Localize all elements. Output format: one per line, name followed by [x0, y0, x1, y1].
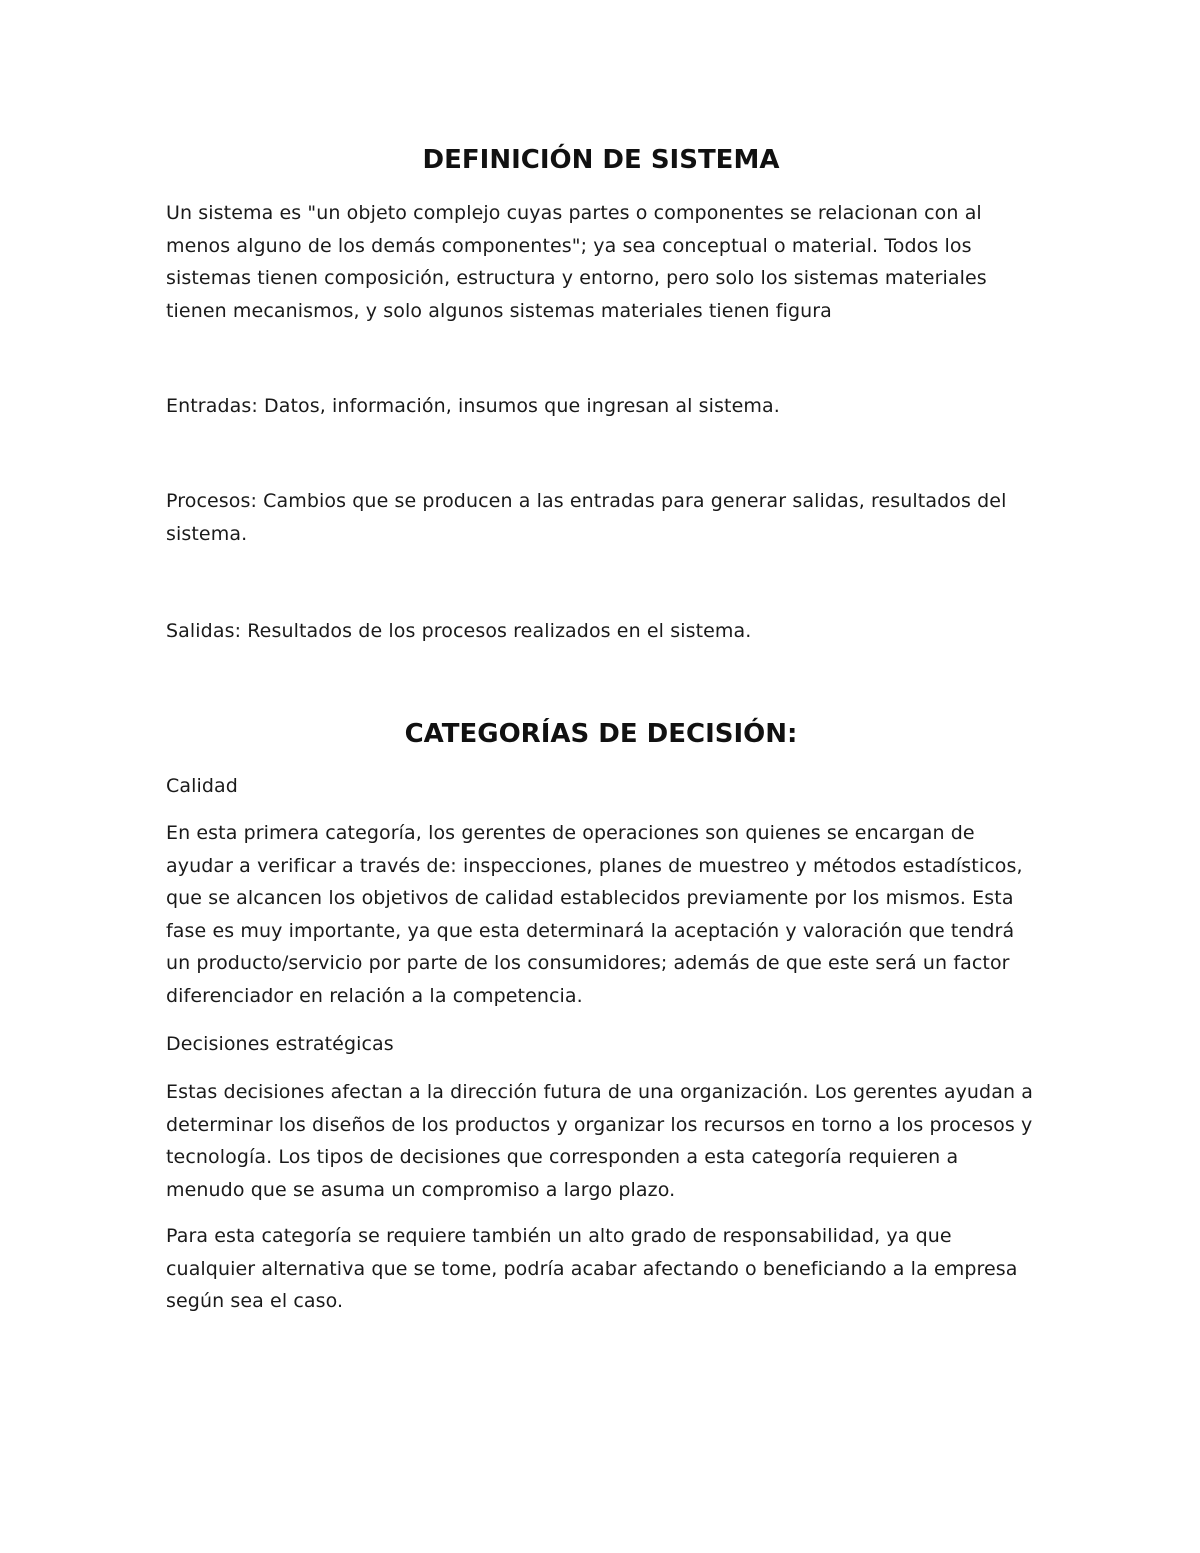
section-title-sistema: DEFINICIÓN DE SISTEMA	[422, 145, 780, 175]
calidad-paragraph: En esta primera categoría, los gerentes de operaciones son quienes se encargan de ayudar a verificar a través de: inspecciones, planes de muestreo y métodos estadísticos, que se alcancen los objetivos de calidad establecidos previamente por los mismos. Esta fase es muy importante, ya que esta determinará la aceptación y valoración que tendrá un producto/servicio por parte de los consumidores; además de que este será un factor diferenciador en relación a la competencia.	[166, 822, 1023, 1007]
entradas-paragraph: Entradas: Datos, información, insumos que ingresan al sistema.	[166, 395, 780, 417]
estrategicas-heading: Decisiones estratégicas	[166, 1033, 394, 1055]
section-title-categorias: CATEGORÍAS DE DECISIÓN:	[404, 719, 798, 749]
calidad-heading: Calidad	[166, 775, 238, 797]
definition-paragraph: Un sistema es "un objeto complejo cuyas partes o componentes se relacionan con al menos alguno de los demás componentes"; ya sea conceptual o material. Todos los sistemas tienen composición, estructura y entorno, pero solo los sistemas materiales tienen mecanismos, y solo algunos sistemas materiales tienen figura	[166, 202, 987, 322]
salidas-paragraph: Salidas: Resultados de los procesos realizados en el sistema.	[166, 620, 752, 642]
estrategicas-paragraph: Estas decisiones afectan a la dirección futura de una organización. Los gerentes ayudan a determinar los diseños de los productos y organizar los recursos en torno a los procesos y tecnología. Los tipos de decisiones que corresponden a esta categoría requieren a menudo que se asuma un compromiso a largo plazo.	[166, 1081, 1033, 1201]
procesos-paragraph: Procesos: Cambios que se producen a las entradas para generar salidas, resultados del sistema.	[166, 490, 1007, 545]
responsabilidad-paragraph: Para esta categoría se requiere también un alto grado de responsabilidad, ya que cualquier alternativa que se tome, podría acabar afectando o beneficiando a la empresa según sea el caso.	[166, 1225, 1018, 1312]
